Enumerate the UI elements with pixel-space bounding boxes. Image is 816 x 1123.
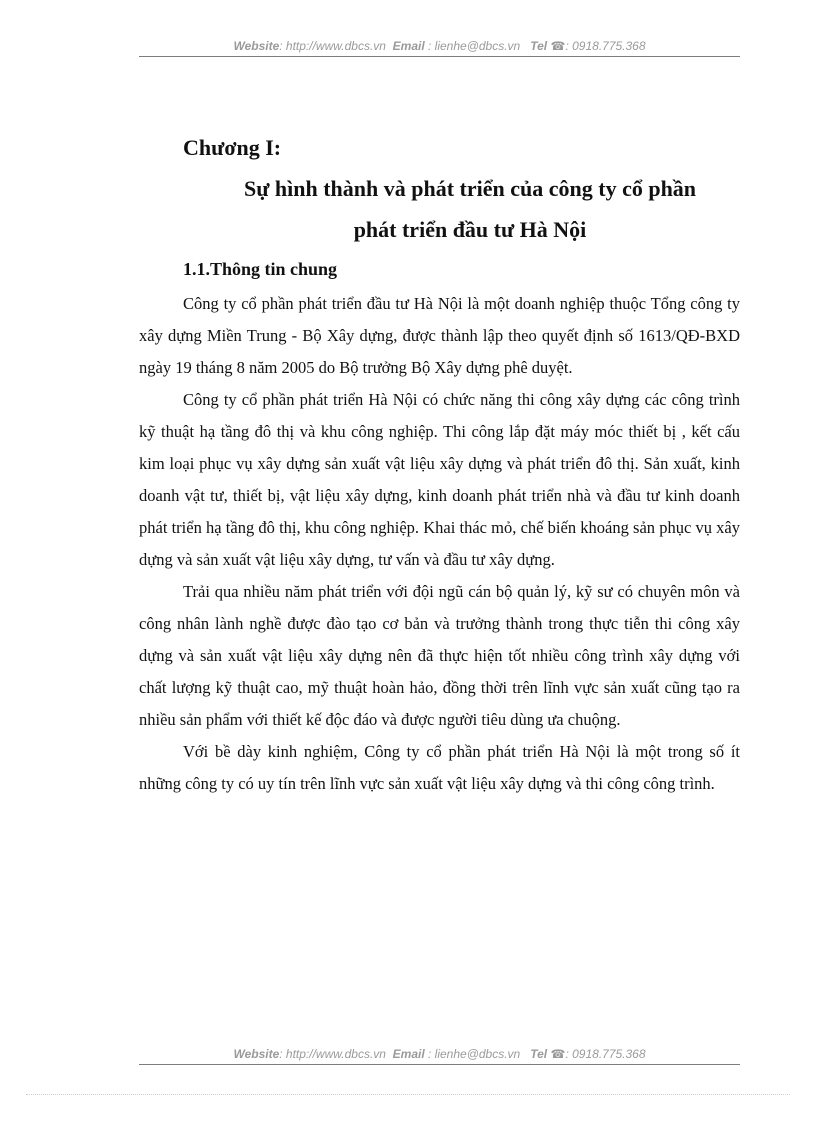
header-divider <box>139 56 740 57</box>
page-bottom-border <box>26 1094 790 1095</box>
page-footer <box>139 1046 740 1062</box>
page-header <box>139 38 740 54</box>
footer-website-label: Website <box>233 1047 280 1061</box>
header-tel-label: Tel <box>530 39 548 53</box>
chapter-title-line-1: Sự hình thành và phát triển của công ty cổ phần <box>243 176 697 201</box>
phone-icon: ☎ <box>550 1047 566 1061</box>
header-website-value: : http://www.dbcs.vn <box>279 39 386 53</box>
chapter-title-line-2: phát triển đầu tư Hà Nội <box>353 217 587 242</box>
paragraph: Trải qua nhiều năm phát triển với đội ngũ cán bộ quản lý, kỹ sư có chuyên môn và công nhân lành nghề được đào tạo cơ bản và trưởng thành trong thực tiễn thi công xây dựng và sản xuất vật liệu xây dựng nên đã thực hiện tốt nhiều công trình xây dựng với chất lượng kỹ thuật cao, mỹ thuật hoàn hảo, đồng thời trên lĩnh vực sản xuất cũng tạo ra nhiều sản phẩm với thiết kế độc đáo và được người tiêu dùng ưa chuộng. <box>139 582 740 729</box>
header-email-label: Email <box>392 39 425 53</box>
footer-divider <box>139 1064 740 1065</box>
header-email-value: : lienhe@dbcs.vn <box>428 39 521 53</box>
paragraph: Công ty cổ phần phát triển Hà Nội có chức năng thi công xây dựng các công trình kỹ thuật hạ tầng đô thị và khu công nghiệp. Thi công lắp đặt máy móc thiết bị , kết cấu kim loại phục vụ xây dựng sản xuất vật liệu xây dựng và phát triển đô thị. Sản xuất, kinh doanh vật tư, thiết bị, vật liệu xây dựng, kinh doanh phát triển nhà và đầu tư kinh doanh phát triển hạ tầng đô thị, khu công nghiệp. Khai thác mỏ, chế biến khoáng sản phục vụ xây dựng và sản xuất vật liệu xây dựng, tư vấn và đầu tư xây dựng. <box>139 390 740 569</box>
footer-tel-label: Tel <box>530 1047 548 1061</box>
footer-email-label: Email <box>392 1047 425 1061</box>
section-heading: 1.1.Thông tin chung <box>183 259 338 279</box>
footer-website-value: : http://www.dbcs.vn <box>279 1047 386 1061</box>
footer-email-value: : lienhe@dbcs.vn <box>428 1047 521 1061</box>
chapter-label: Chương I: <box>183 135 282 160</box>
paragraph: Công ty cổ phần phát triển đầu tư Hà Nội là một doanh nghiệp thuộc Tổng công ty xây dựng Miền Trung - Bộ Xây dựng, được thành lập theo quyết định số 1613/QĐ-BXD ngày 19 tháng 8 năm 2005 do Bộ trưởng Bộ Xây dựng phê duyệt. <box>139 294 740 377</box>
header-tel-value: : 0918.775.368 <box>565 39 646 53</box>
body-text <box>139 288 740 800</box>
phone-icon: ☎ <box>550 39 566 53</box>
footer-tel-value: : 0918.775.368 <box>565 1047 646 1061</box>
header-website-label: Website <box>233 39 280 53</box>
paragraph: Với bề dày kinh nghiệm, Công ty cổ phần phát triển Hà Nội là một trong số ít những công ty có uy tín trên lĩnh vực sản xuất vật liệu xây dựng và thi công công trình. <box>139 742 740 793</box>
